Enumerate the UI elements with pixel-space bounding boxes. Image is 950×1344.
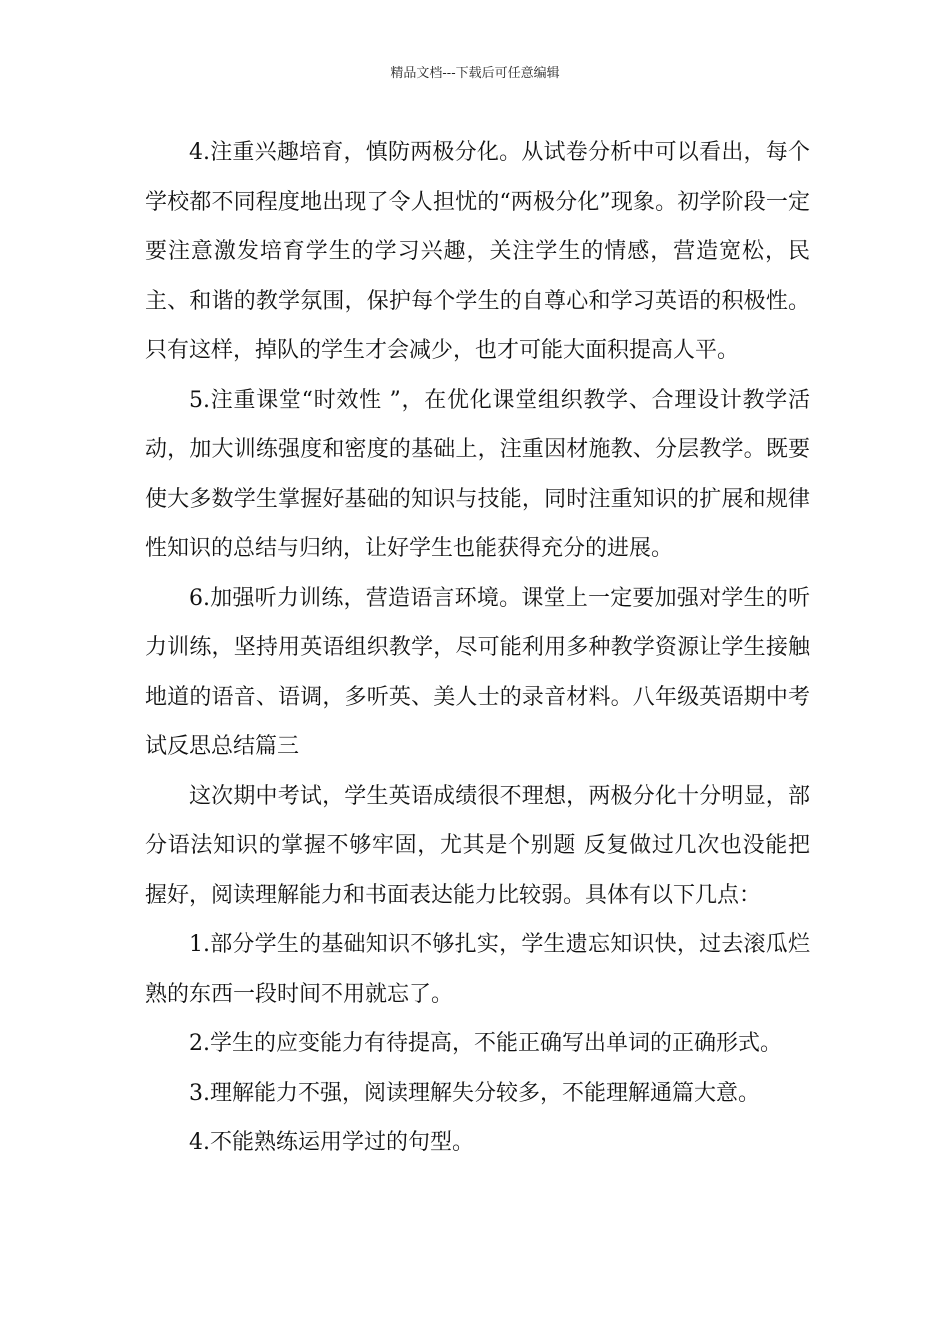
paragraph-interest-cultivation: 4.注重兴趣培育，慎防两极分化。从试卷分析中可以看出，每个学校都不同程度地出现了令人担忧的“两极分化”现象。初学阶段一定要注意激发培育学生的学习兴趣，关注学生的情感，营造宽松，民主、和谐的教学氛围，保护每个学生的自尊心和学习英语的积极性。只有这样，掉队的学生才会减少，也才可能大面积提高人平。 [145, 140, 810, 363]
paragraph-exam-summary: 这次期中考试，学生英语成绩很不理想，两极分化十分明显，部分语法知识的掌握不够牢固，尤其是个别题 反复做过几次也没能把握好，阅读理解能力和书面表达能力比较弱。具体有以下几点： [145, 783, 810, 908]
paragraph-listening-training: 6.加强听力训练，营造语言环境。课堂上一定要加强对学生的听力训练，坚持用英语组织教学，尽可能利用多种教学资源让学生接触地道的语音、语调，多听英、美人士的录音材料。八年级英语期中考试反思总结篇三 [145, 585, 810, 759]
paragraph-point-2: 2.学生的应变能力有待提高，不能正确写出单词的正确形式。 [189, 1031, 782, 1056]
paragraph-point-4: 4.不能熟练运用学过的句型。 [189, 1130, 474, 1155]
page-header: 精品文档---下载后可任意编辑 [390, 66, 560, 81]
paragraph-classroom-effectiveness: 5.注重课堂“时效性 ”，在优化课堂组织教学、合理设计教学活动，加大训练强度和密度的基础上，注重因材施教、分层教学。既要使大多数学生掌握好基础的知识与技能，同时注重知识的扩展和规律性知识的总结与归纳，让好学生也能获得充分的进展。 [145, 387, 810, 561]
document-body [145, 128, 810, 1168]
paragraph-point-3: 3.理解能力不强，阅读理解失分较多，不能理解通篇大意。 [189, 1080, 760, 1106]
paragraph-point-1: 1.部分学生的基础知识不够扎实，学生遗忘知识快，过去滚瓜烂熟的东西一段时间不用就忘了。 [145, 932, 810, 1007]
